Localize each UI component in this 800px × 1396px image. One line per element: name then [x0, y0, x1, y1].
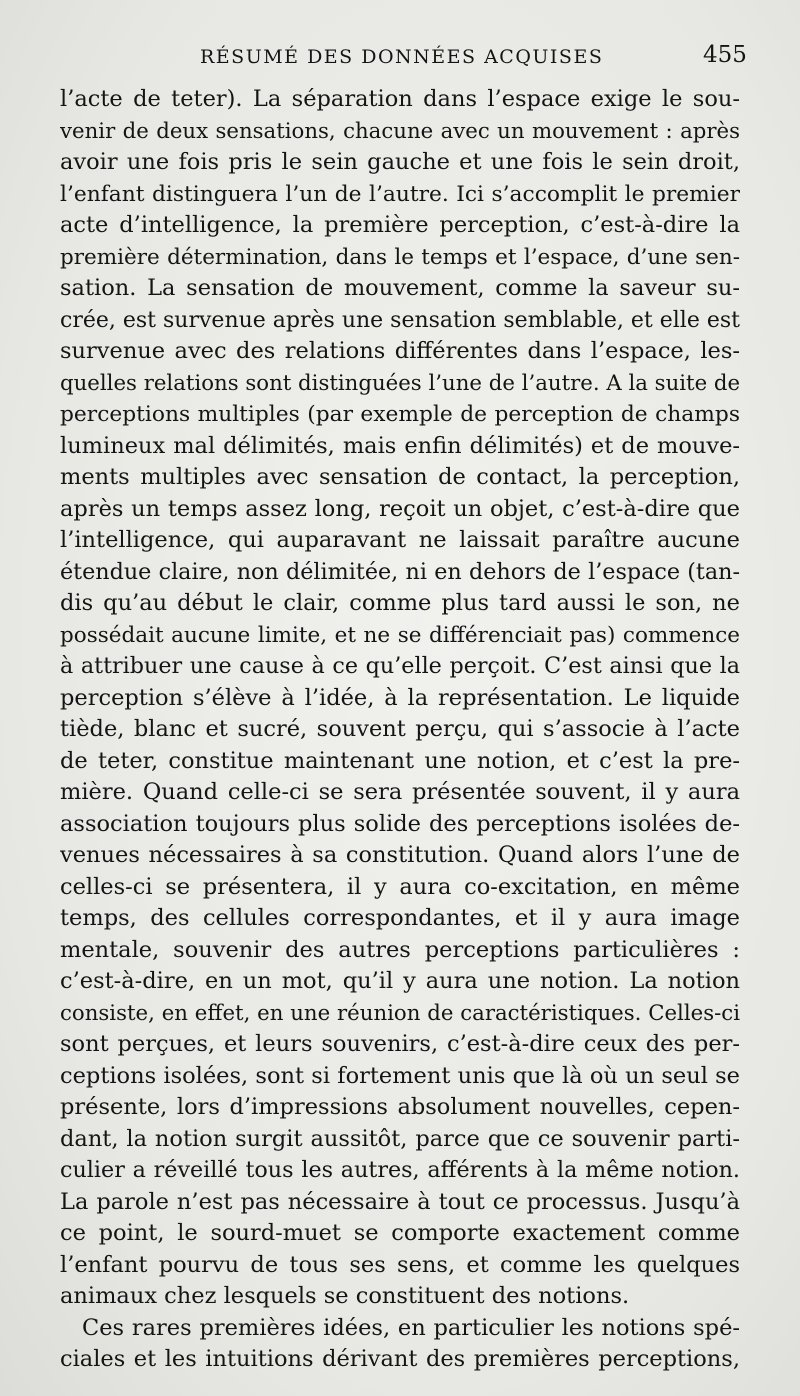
text-line: dant, la notion surgit aussitôt, parce que ce souvenir parti-	[60, 1125, 740, 1152]
text-line: sont perçues, et leurs souvenirs, c’est-à-dire ceux des per-	[60, 1031, 740, 1057]
running-title: RÉSUMÉ DES DONNÉES ACQUISES	[200, 46, 604, 68]
text-line: sation. La sensation de mouvement, comme la saveur su-	[60, 275, 740, 301]
text-line: consiste, en effet, en une réunion de caractéristiques. Celles-ci	[60, 1000, 740, 1026]
text-line: venir de deux sensations, chacune avec un mouvement : après	[60, 118, 740, 144]
page-number: 455	[703, 42, 747, 68]
text-line: survenue avec des relations différentes dans l’espace, les-	[60, 338, 740, 364]
text-line: ce point, le sourd-muet se comporte exactement comme	[60, 1220, 740, 1246]
text-line: ments multiples avec sensation de contact, la perception,	[60, 464, 740, 490]
text-line: tiède, blanc et sucré, souvent perçu, qui s’associe à l’acte	[60, 716, 740, 742]
page-header	[0, 36, 800, 76]
text-line: ciales et les intuitions dérivant des premières perceptions,	[60, 1346, 740, 1372]
text-line: à attribuer une cause à ce qu’elle perçoit. C’est ainsi que la	[60, 653, 740, 679]
text-line: association toujours plus solide des perceptions isolées de-	[60, 810, 740, 837]
text-line: temps, des cellules correspondantes, et il y aura image	[60, 905, 740, 931]
text-line: acte d’intelligence, la première perception, c’est-à-dire la	[60, 212, 740, 238]
text-line: ceptions isolées, sont si fortement unis que là où un seul se	[60, 1062, 740, 1089]
text-line: venues nécessaires à sa constitution. Quand alors l’une de	[60, 842, 740, 868]
text-line: La parole n’est pas nécessaire à tout ce processus. Jusqu’à	[60, 1188, 740, 1215]
text-line: lumineux mal délimités, mais enfin délimités) et de mouve-	[60, 432, 740, 459]
text-line: avoir une fois pris le sein gauche et une fois le sein droit,	[60, 149, 740, 175]
text-line: crée, est survenue après une sensation semblable, et elle est	[60, 307, 740, 333]
text-line: étendue claire, non délimitée, ni en dehors de l’espace (tan-	[60, 558, 740, 585]
text-line: animaux chez lesquels se constituent des notions.	[60, 1283, 630, 1309]
text-line: l’intelligence, qui auparavant ne laissait paraître aucune	[60, 527, 740, 553]
text-line: de teter, constitue maintenant une notion, et c’est la pre-	[60, 747, 740, 774]
text-line: mière. Quand celle-ci se sera présentée souvent, il y aura	[60, 779, 740, 805]
text-line: possédait aucune limite, et ne se différenciait pas) commence	[60, 622, 740, 648]
text-line: l’acte de teter). La séparation dans l’espace exige le sou-	[60, 86, 740, 112]
text-line: perceptions multiples (par exemple de perception de champs	[60, 402, 740, 427]
text-line: après un temps assez long, reçoit un objet, c’est-à-dire que	[60, 495, 740, 522]
body-text	[60, 84, 740, 1376]
text-line: c’est-à-dire, en un mot, qu’il y aura une notion. La notion	[60, 968, 740, 994]
text-line: perception s’élève à l’idée, à la représentation. Le liquide	[60, 684, 740, 711]
text-line: Ces rares premières idées, en particulier les notions spé-	[82, 1314, 740, 1341]
text-line: présente, lors d’impressions absolument nouvelles, cepen-	[60, 1094, 740, 1120]
text-line: l’enfant distinguera l’un de l’autre. Ici s’accomplit le premier	[60, 181, 740, 207]
text-line: celles-ci se présentera, il y aura co-excitation, en même	[60, 873, 740, 900]
text-line: mentale, souvenir des autres perceptions particulières :	[60, 936, 740, 963]
text-line: première détermination, dans le temps et l’espace, d’une sen-	[60, 244, 740, 270]
text-line: l’enfant pourvu de tous ses sens, et comme les quelques	[60, 1251, 740, 1278]
text-line: dis qu’au début le clair, comme plus tard aussi le son, ne	[60, 590, 740, 616]
text-line: culier a réveillé tous les autres, afférents à la même notion.	[60, 1157, 740, 1183]
text-line: quelles relations sont distinguées l’une de l’autre. A la suite de	[60, 370, 740, 396]
